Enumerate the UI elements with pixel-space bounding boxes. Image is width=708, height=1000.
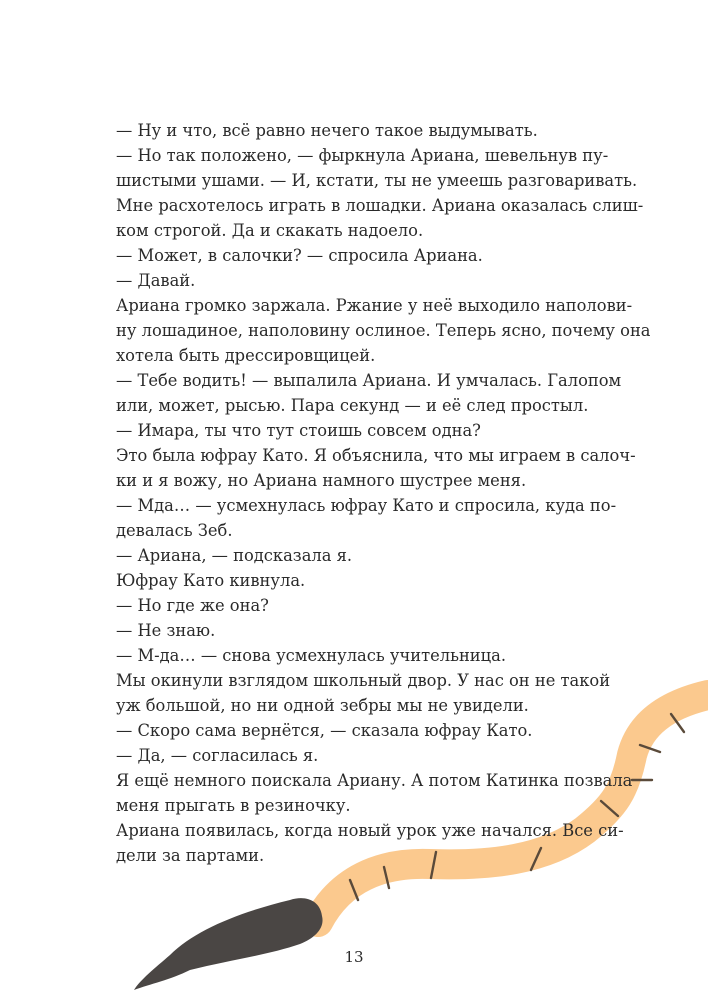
text-line: — Но где же она? [116, 596, 269, 615]
text-line: — Может, в салочки? — спросила Ариана. [116, 246, 483, 265]
paragraph [116, 768, 633, 818]
text-line: — Скоро сама вернётся, — сказала юфрау Като. [116, 721, 533, 740]
paragraph [116, 243, 594, 268]
text-line: — Мда… — усмехнулась юфрау Като и спросила, куда по- [116, 496, 617, 515]
page-number: 13 [344, 948, 364, 966]
text-line: — Не знаю. [116, 621, 216, 640]
text-line: Ариана появилась, когда новый урок уже начался. Все си- [116, 821, 624, 840]
paragraph [116, 568, 594, 593]
text-line: — Да, — согласилась я. [116, 746, 319, 765]
body-text [116, 118, 651, 868]
paragraph [116, 443, 636, 493]
paragraph [116, 193, 644, 243]
text-line: ки и я вожу, но Ариана намного шустрее меня. [116, 471, 527, 490]
paragraph [116, 643, 594, 668]
text-line: Ариана громко заржала. Ржание у неё выходило наполови- [116, 296, 633, 315]
text-line: — Давай. [116, 271, 196, 290]
text-line: ну лошадиное, наполовину ослиное. Теперь ясно, почему она [116, 321, 651, 340]
paragraph [116, 668, 611, 718]
paragraph [116, 293, 651, 368]
text-line: — Ариана, — подсказала я. [116, 546, 353, 565]
text-line: — Тебе водить! — выпалила Ариана. И умчалась. Галопом [116, 371, 622, 390]
text-line: — Но так положено, — фыркнула Ариана, шевельнув пу- [116, 146, 609, 165]
paragraph [116, 718, 594, 743]
paragraph [116, 743, 594, 768]
text-line: уж большой, но ни одной зебры мы не увидели. [116, 696, 529, 715]
paragraph [116, 368, 622, 418]
paragraph [116, 618, 594, 643]
text-line: дели за партами. [116, 846, 265, 865]
text-line: Я ещё немного поискала Ариану. А потом Катинка позвала [116, 771, 633, 790]
text-line: Мне расхотелось играть в лошадки. Ариана оказалась слиш- [116, 196, 644, 215]
text-line: меня прыгать в резиночку. [116, 796, 351, 815]
text-line: — Имара, ты что тут стоишь совсем одна? [116, 421, 481, 440]
paragraph [116, 143, 638, 193]
paragraph [116, 118, 594, 143]
text-line: ком строгой. Да и скакать надоело. [116, 221, 424, 240]
tail-tuft [134, 898, 323, 990]
text-line: Юфрау Като кивнула. [116, 571, 306, 590]
text-line: девалась Зеб. [116, 521, 233, 540]
paragraph [116, 418, 594, 443]
paragraph [116, 593, 594, 618]
paragraph [116, 543, 594, 568]
text-line: или, может, рысью. Пара секунд — и её след простыл. [116, 396, 589, 415]
paragraph [116, 493, 617, 543]
text-line: — М-да… — снова усмехнулась учительница. [116, 646, 507, 665]
text-line: хотела быть дрессировщицей. [116, 346, 376, 365]
text-line: Мы окинули взглядом школьный двор. У нас он не такой [116, 671, 611, 690]
text-line: Это была юфрау Като. Я объяснила, что мы играем в салоч- [116, 446, 636, 465]
paragraph [116, 268, 594, 293]
text-line: шистыми ушами. — И, кстати, ты не умеешь разговаривать. [116, 171, 638, 190]
paragraph [116, 818, 624, 868]
text-line: — Ну и что, всё равно нечего такое выдумывать. [116, 121, 538, 140]
